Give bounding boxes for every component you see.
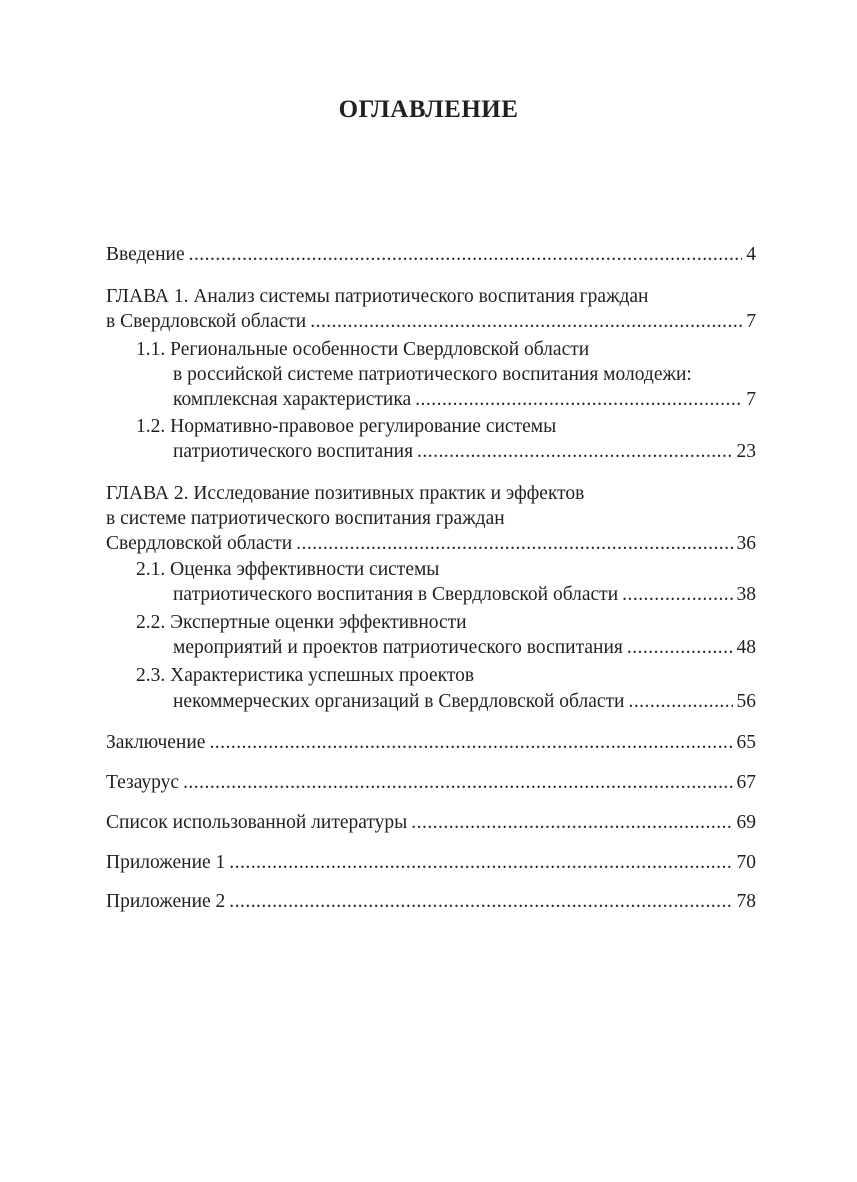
toc-section-2-1-line1[interactable] [136, 557, 756, 583]
dot-leader [209, 730, 732, 756]
toc-entry-section-1-1[interactable] [173, 387, 756, 413]
toc-entry-section-2-3[interactable] [173, 689, 756, 715]
toc-entry-title: в Свердловской области [106, 311, 307, 332]
toc-page-number: 65 [736, 732, 756, 753]
toc-entry-section-2-1[interactable] [173, 582, 756, 608]
section-title: Нормативно-правовое регулирование системы [170, 416, 557, 437]
toc-page-number: 23 [736, 441, 756, 462]
toc-entry-title: патриотического воспитания [173, 441, 414, 462]
toc-entry-title: Список использованной литературы [106, 812, 408, 833]
toc-entry-chapter-2[interactable] [106, 531, 756, 557]
toc-entry-section-1-2[interactable] [173, 439, 756, 465]
dot-leader [622, 582, 732, 608]
toc-entry-chapter-1[interactable] [106, 309, 756, 335]
toc-entry-title: мероприятий и проектов патриотического воспитания [173, 637, 623, 658]
toc-entry-title: комплексная характеристика [173, 389, 412, 410]
dot-leader [628, 689, 732, 715]
toc-chapter-2-line2[interactable]: в системе патриотического воспитания граждан [106, 508, 505, 529]
section-title: Экспертные оценки эффективности [170, 612, 467, 633]
dot-leader [296, 531, 732, 557]
dot-leader [229, 850, 732, 876]
toc-entry-title: Заключение [106, 732, 206, 753]
toc-entry-references[interactable] [106, 810, 756, 836]
toc-entry-title: Приложение 2 [106, 891, 226, 912]
toc-chapter-2-line1[interactable]: ГЛАВА 2. Исследование позитивных практик и эффектов [106, 483, 585, 504]
section-number: 2.2. [136, 612, 166, 633]
section-number: 1.2. [136, 416, 166, 437]
toc-page-number: 78 [736, 891, 756, 912]
section-title: Характеристика успешных проектов [170, 665, 475, 686]
section-title: Оценка эффективности системы [170, 559, 440, 580]
toc-entry-title: некоммерческих организаций в Свердловской области [173, 691, 625, 712]
dot-leader [411, 810, 732, 836]
toc-section-1-1-line1[interactable] [136, 337, 756, 363]
dot-leader [417, 439, 732, 465]
toc-page-number: 69 [736, 812, 756, 833]
toc-entry-appendix-2[interactable] [106, 889, 756, 915]
toc-entry-thesaurus[interactable] [106, 770, 756, 796]
toc-page-number: 4 [746, 244, 756, 265]
toc-page-number: 38 [736, 584, 756, 605]
toc-entry-title: Тезаурус [106, 772, 180, 793]
toc-section-1-1-line2[interactable]: в российской системе патриотического воспитания молодежи: [173, 364, 692, 385]
toc-page-number: 70 [736, 852, 756, 873]
toc-page-number: 36 [736, 533, 756, 554]
section-title: Региональные особенности Свердловской области [170, 339, 590, 360]
section-number: 2.1. [136, 559, 166, 580]
section-number: 1.1. [136, 339, 166, 360]
toc-entry-title: Приложение 1 [106, 852, 226, 873]
toc-section-2-2-line1[interactable] [136, 610, 756, 636]
dot-leader [189, 242, 743, 268]
toc-entry-conclusion[interactable] [106, 730, 756, 756]
dot-leader [627, 635, 733, 661]
toc-entry-title: патриотического воспитания в Свердловской области [173, 584, 619, 605]
section-number: 2.3. [136, 665, 166, 686]
toc-entry-title: Введение [106, 244, 185, 265]
dot-leader [183, 770, 732, 796]
toc-entry-intro[interactable] [106, 242, 756, 268]
toc-section-2-3-line1[interactable] [136, 663, 756, 689]
toc-page-number: 7 [746, 389, 756, 410]
dot-leader [229, 889, 732, 915]
page-title: ОГЛАВЛЕНИЕ [338, 96, 519, 123]
toc-chapter-1-line1[interactable]: ГЛАВА 1. Анализ системы патриотического воспитания граждан [106, 286, 649, 307]
toc-page-number: 56 [736, 691, 756, 712]
dot-leader [310, 309, 742, 335]
toc-entry-section-2-2[interactable] [173, 635, 756, 661]
toc-page-number: 7 [746, 311, 756, 332]
toc-page-number: 48 [736, 637, 756, 658]
toc-section-1-2-line1[interactable] [136, 414, 756, 440]
dot-leader [415, 387, 742, 413]
toc-entry-title: Свердловской области [106, 533, 293, 554]
toc-entry-appendix-1[interactable] [106, 850, 756, 876]
toc-page-number: 67 [736, 772, 756, 793]
